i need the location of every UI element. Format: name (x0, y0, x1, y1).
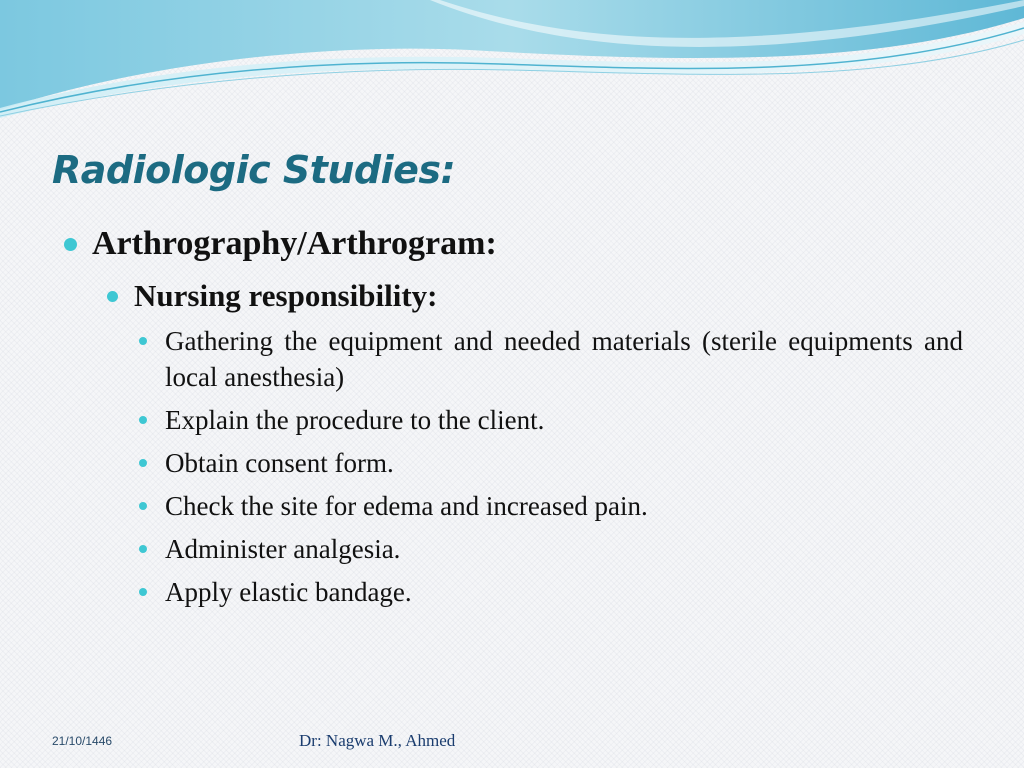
bullet-icon (64, 238, 77, 251)
list-item: Apply elastic bandage. (165, 577, 412, 607)
bullet-icon (139, 337, 147, 345)
footer-author: Dr: Nagwa M., Ahmed (299, 731, 456, 750)
topic-heading: Arthrography/Arthrogram: (92, 225, 497, 262)
bullet-icon (139, 502, 147, 510)
list-item: Obtain consent form. (165, 448, 394, 478)
header-wave-decoration (0, 0, 1024, 130)
bullet-icon (139, 416, 147, 424)
subtopic-heading: Nursing responsibility: (134, 278, 438, 313)
list-item: Check the site for edema and increased pain. (165, 491, 648, 521)
list-item: Gathering the equipment and needed materials (sterile equipments and local anesthesia) (165, 326, 963, 392)
list-item: Administer analgesia. (165, 534, 401, 564)
footer-date: 21/10/1446 (52, 734, 113, 748)
bullet-icon (139, 545, 147, 553)
bullet-icon (139, 588, 147, 596)
list-item: Explain the procedure to the client. (165, 405, 545, 435)
bullet-icon (107, 291, 118, 302)
bullet-icon (139, 459, 147, 467)
slide-title: Radiologic Studies: (52, 148, 456, 192)
